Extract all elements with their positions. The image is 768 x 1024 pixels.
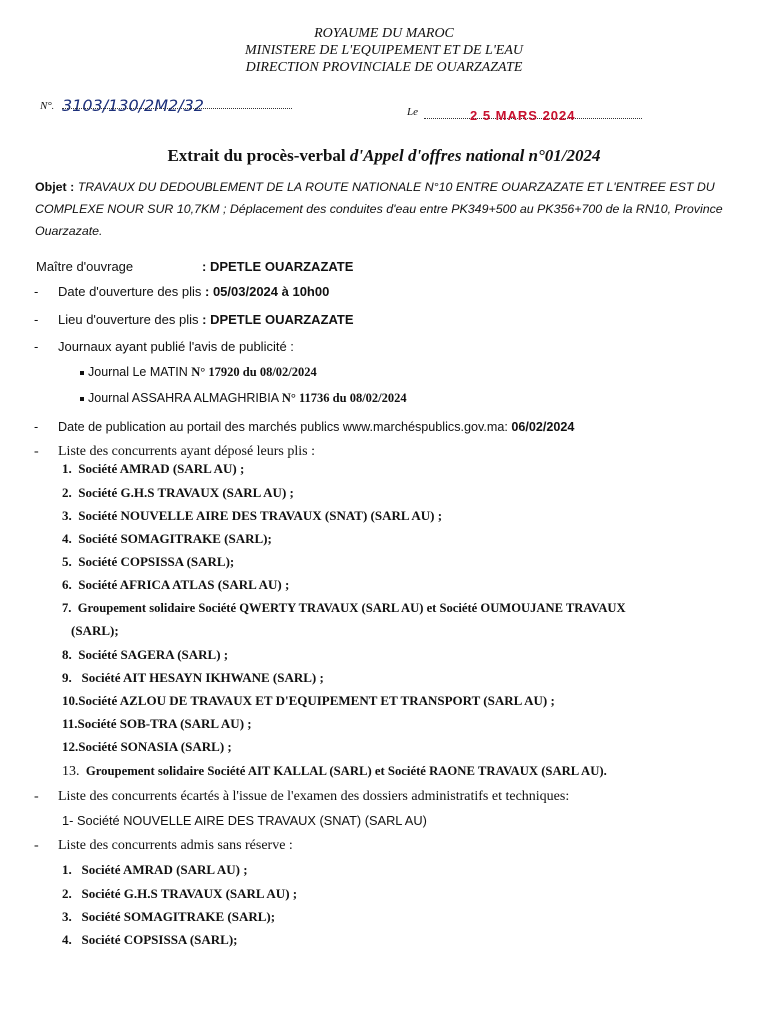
deposant-item: 11.Société SOB-TRA (SARL AU) ; — [62, 716, 252, 731]
deposant-item: 13. Groupement solidaire Société AIT KALLAL (SARL) et Société RAONE TRAVAUX (SARL AU). — [62, 764, 607, 779]
admis-item: 2. Société G.H.S TRAVAUX (SARL AU) ; — [62, 886, 298, 901]
admis-item: 1. Société AMRAD (SARL AU) ; — [62, 862, 248, 877]
ecartes-label: - Liste des concurrents écartés à l'issue de l'examen des dossiers administratifs et techniques: — [34, 789, 570, 804]
deposant-item: 2. Société G.H.S TRAVAUX (SARL AU) ; — [62, 485, 294, 500]
bullet-icon — [80, 397, 84, 401]
date-ouverture: - Date d'ouverture des plis : 05/03/2024 à 10h00 — [34, 284, 330, 299]
maitre-ouvrage-label: Maître d'ouvrage — [36, 259, 134, 274]
deposant-item: 1. Société AMRAD (SARL AU) ; — [62, 461, 245, 476]
deposant-item: 3. Société NOUVELLE AIRE DES TRAVAUX (SNAT) (SARL AU) ; — [62, 508, 443, 523]
reference-number: N°. — [40, 100, 54, 112]
deposant-item: 12.Société SONASIA (SARL) ; — [62, 739, 232, 754]
header-ministry: MINISTERE DE L'EQUIPEMENT ET DE L'EAU — [244, 43, 524, 58]
deposant-item: 7. Groupement solidaire Société QWERTY TRAVAUX (SARL AU) et Société OUMOUJANE TRAVAUX — [62, 601, 626, 615]
lieu-ouverture: - Lieu d'ouverture des plis : DPETLE OUARZAZATE — [34, 312, 354, 327]
bullet-icon — [80, 371, 84, 375]
reference-number-handwritten: 3103/130/2M2/32 — [62, 96, 204, 115]
objet-paragraph — [35, 176, 745, 242]
title-part2: d'Appel d'offres national n°01/2024 — [349, 146, 601, 165]
deposant-item: 6. Société AFRICA ATLAS (SARL AU) ; — [62, 577, 290, 592]
maitre-ouvrage-value: : DPETLE OUARZAZATE — [202, 259, 354, 274]
objet-label: Objet : — [35, 180, 75, 194]
date-ouverture-value: : 05/03/2024 à 10h00 — [205, 284, 330, 299]
header-kingdom: ROYAUME DU MAROC — [314, 26, 454, 41]
date-ouverture-label: Date d'ouverture des plis — [58, 284, 206, 299]
date-stamp: 2 5 MARS 2024 — [470, 108, 576, 123]
document-title — [0, 146, 768, 166]
objet-text: TRAVAUX DU DEDOUBLEMENT DE LA ROUTE NATIONALE N°10 ENTRE OUARZAZATE ET L'ENTREE EST DU COMPLEXE NOUR SUR 10,7KM ; Déplacement des conduites d'eau entre PK349+500 au PK356+700 de la RN10, Province Ouarzazate. — [35, 180, 723, 238]
lieu-ouverture-label: Lieu d'ouverture des plis — [58, 312, 203, 327]
deposant-item: 9. Société AIT HESAYN IKHWANE (SARL) ; — [62, 670, 324, 685]
deposant-item: 8. Société SAGERA (SARL) ; — [62, 647, 229, 662]
admis-item: 4. Société COPSISSA (SARL); — [62, 932, 238, 947]
deposant-item-continuation: (SARL); — [71, 623, 119, 638]
deposants-label: - Liste des concurrents ayant déposé leurs plis : — [34, 444, 315, 459]
portail-publication: - Date de publication au portail des marchés publics www.marchéspublics.gov.ma: 06/02/2024 — [34, 420, 575, 434]
journal-item: Journal Le MATIN N° 17920 du 08/02/2024 — [80, 365, 317, 380]
journal-item: Journal ASSAHRA ALMAGHRIBIA N° 11736 du 08/02/2024 — [80, 391, 407, 406]
header-direction: DIRECTION PROVINCIALE DE OUARZAZATE — [245, 60, 523, 75]
admis-item: 3. Société SOMAGITRAKE (SARL); — [62, 909, 276, 924]
reference-number-prefix: N° — [40, 100, 52, 112]
lieu-ouverture-value: : DPETLE OUARZAZATE — [202, 312, 354, 327]
date-prefix: Le — [407, 106, 418, 118]
deposant-item: 4. Société SOMAGITRAKE (SARL); — [62, 531, 272, 546]
journaux-label: - Journaux ayant publié l'avis de publicité : — [34, 339, 294, 354]
ecarte-item: 1- Société NOUVELLE AIRE DES TRAVAUX (SNAT) (SARL AU) — [62, 813, 427, 828]
admis-label: - Liste des concurrents admis sans réserve : — [34, 838, 293, 853]
deposant-item: 10.Société AZLOU DE TRAVAUX ET D'EQUIPEMENT ET TRANSPORT (SARL AU) ; — [62, 693, 555, 708]
title-part1: Extrait du procès-verbal — [167, 146, 350, 165]
deposant-item: 5. Société COPSISSA (SARL); — [62, 554, 235, 569]
reference-dotted-line — [62, 108, 292, 109]
